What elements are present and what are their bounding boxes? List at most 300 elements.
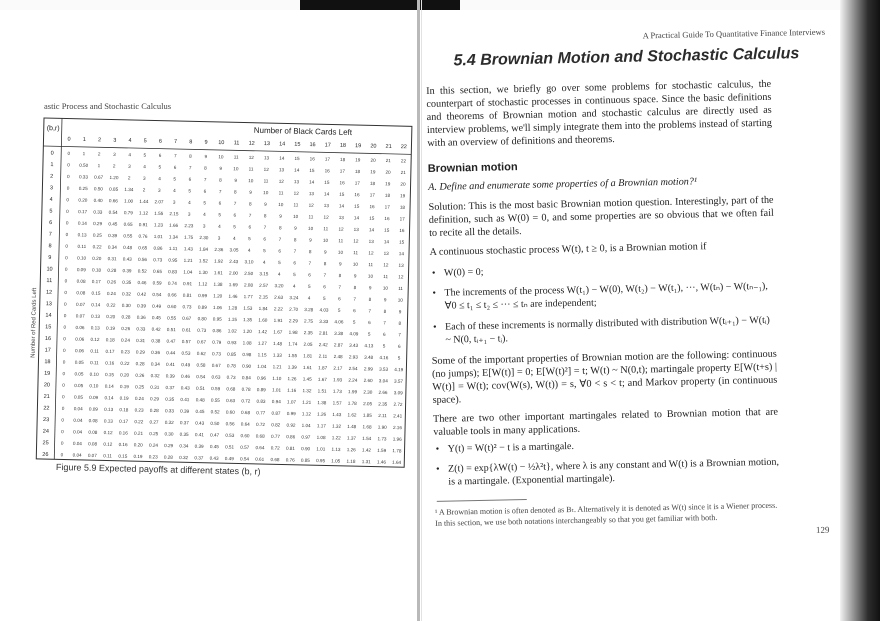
table-cell: 13 <box>278 167 285 173</box>
table-row-axis-label: Number of Red Cards Left <box>30 287 39 358</box>
table-cell: 0.14 <box>104 395 114 401</box>
table-cell: 9 <box>338 261 342 267</box>
table-cell: 2.36 <box>214 247 224 253</box>
table-cell: 4.19 <box>394 367 404 373</box>
table-cell: 16 <box>384 216 390 222</box>
table-cell: 0 <box>64 266 68 272</box>
table-cell: 1.42 <box>362 447 372 453</box>
table-cell: 11 <box>338 238 344 244</box>
column-header-cell: 5 <box>143 138 147 145</box>
table-cell: 0.73 <box>211 351 222 357</box>
table-cell: 9 <box>264 201 267 207</box>
table-cell: 0.39 <box>122 268 132 274</box>
table-cell: 1.07 <box>286 399 297 405</box>
table-cell: 1.43 <box>183 246 193 252</box>
table-cell: 1.10 <box>272 375 282 382</box>
table-cell: 10 <box>248 178 254 184</box>
left-running-header: astic Process and Stochastic Calculus <box>44 101 172 111</box>
table-cell: 1.92 <box>214 258 224 264</box>
table-cell: 8 <box>353 284 357 291</box>
table-cell: 3 <box>187 211 191 217</box>
table-cell: 0.39 <box>165 373 175 379</box>
table-cell: 4 <box>247 247 251 253</box>
table-cell: 10 <box>382 285 389 291</box>
table-cell: 21 <box>385 158 391 164</box>
table-cell: 22 <box>400 158 407 164</box>
table-cell: 6 <box>323 284 326 290</box>
table-cell: 17 <box>399 216 405 222</box>
table-cell: 6 <box>233 212 237 218</box>
row-header-cell: 22 <box>43 405 50 412</box>
table-cell: 0.82 <box>271 422 281 428</box>
table-cell: 3.15 <box>259 271 269 277</box>
table-cell: 0.24 <box>134 395 144 402</box>
table-cell: 0.32 <box>150 373 160 379</box>
table-cell: 0.33 <box>78 174 89 180</box>
definition-bullet-3: • Each of these increments is normally distributed with distribution W(tᵢ₊₁) − W(tᵢ) ~ N(0, tᵢ₊₁ − tᵢ). <box>445 314 777 347</box>
table-cell: 0.90 <box>242 363 252 369</box>
table-cell: 6 <box>338 296 341 302</box>
table-cell: 7 <box>338 284 342 290</box>
table-cell: 0 <box>62 359 66 365</box>
row-header-cell: 25 <box>42 440 49 447</box>
table-cell: 1.31 <box>361 459 371 465</box>
table-cell: 4 <box>203 211 206 217</box>
table-cell: 0 <box>60 452 64 458</box>
table-cell: 0.91 <box>138 222 148 228</box>
table-cell: 1.73 <box>377 436 387 442</box>
column-header-cell: 8 <box>189 139 193 146</box>
table-cell: 3.20 <box>274 283 284 289</box>
column-header-cell: 7 <box>173 138 178 146</box>
table-cell: 0.94 <box>271 399 281 405</box>
table-cell: 0.54 <box>239 456 250 462</box>
table-cell: 4 <box>292 283 296 289</box>
row-header-cell: 13 <box>45 301 52 308</box>
table-cell: 0.93 <box>227 340 237 346</box>
table-cell: 0 <box>65 232 69 238</box>
column-header-cell: 2 <box>97 137 102 144</box>
table-cell: 6 <box>158 152 162 158</box>
table-cell: 9 <box>353 273 357 279</box>
column-header-cell: 3 <box>113 137 117 144</box>
table-cell: 1.54 <box>362 435 372 442</box>
table-cell: 1.67 <box>273 329 283 335</box>
table-cell: 0.61 <box>181 327 192 333</box>
table-cell: 0.19 <box>119 395 129 401</box>
table-cell: 0.08 <box>88 441 98 447</box>
table-cell: 16 <box>339 180 345 186</box>
table-cell: 7 <box>368 308 372 314</box>
table-cell: 0.16 <box>118 441 128 448</box>
table-cell: 0.79 <box>123 210 133 216</box>
column-header-cell: 10 <box>218 139 225 147</box>
table-cell: 10 <box>278 202 284 208</box>
table-cell: 0.66 <box>167 292 177 298</box>
table-cell: 0.90 <box>301 446 311 452</box>
table-cell: 0.05 <box>74 382 84 389</box>
table-cell: 7 <box>323 272 327 278</box>
table-cell: 6 <box>368 320 371 326</box>
table-cell: 4 <box>128 152 132 158</box>
table-cell: 0.28 <box>149 407 159 414</box>
table-cell: 0 <box>66 174 70 180</box>
table-cell: 0.89 <box>256 387 266 393</box>
table-cell: 1.61 <box>213 270 223 276</box>
table-cell: 13 <box>338 215 344 221</box>
table-cell: 8 <box>263 213 267 219</box>
table-cell: 0.09 <box>76 267 86 273</box>
table-cell: 0.29 <box>135 349 145 355</box>
table-cell: 14 <box>368 227 375 233</box>
table-cell: 1.30 <box>198 269 208 276</box>
row-header-cell: 21 <box>43 393 50 401</box>
table-cell: 1.45 <box>302 376 312 382</box>
table-cell: 0.20 <box>120 372 130 378</box>
row-header-cell: 20 <box>43 382 51 389</box>
table-cell: 2 <box>112 163 116 169</box>
table-cell: 0.23 <box>120 349 130 355</box>
row-header-cell: 1 <box>50 162 54 169</box>
table-cell: 1.28 <box>228 305 238 311</box>
table-cell: 0.19 <box>119 383 129 390</box>
table-cell: 1.33 <box>272 352 282 358</box>
table-cell: 11 <box>398 285 404 292</box>
table-cell: 0.76 <box>285 457 295 463</box>
table-cell: 7 <box>173 153 177 159</box>
table-cell: 2.11 <box>318 353 328 359</box>
table-cell: 0.58 <box>196 362 206 368</box>
table-cell: 0.56 <box>137 256 148 263</box>
table-cell: 0.05 <box>73 394 84 400</box>
table-cell: 6 <box>248 224 252 230</box>
table-cell: 0.45 <box>108 221 118 227</box>
table-cell: 0.07 <box>87 452 97 459</box>
table-cell: 0.27 <box>149 419 159 425</box>
table-cell: 16 <box>369 204 375 210</box>
table-cell: 0.14 <box>77 220 87 226</box>
definition-bullet-2: • The increments of the process W(t₁) − W(0), W(t₂) − W(t₁), ···, W(tₙ) − W(tₙ₋₁), ∀0 ≤ t₁ ≤ t₂ ≤ ··· ≤ tₙ are independent; <box>444 280 776 313</box>
table-cell: 0.73 <box>197 327 207 333</box>
table-cell: 0.31 <box>150 384 160 390</box>
table-cell: 0.95 <box>168 257 178 263</box>
table-cell: 0.08 <box>76 278 86 284</box>
definition-lead: A continuous stochastic process W(t), t ≥ 0, is a Brownian motion if <box>429 241 707 258</box>
row-header-cell: 6 <box>49 220 53 227</box>
table-cell: 0 <box>67 162 70 168</box>
column-header-cell: 16 <box>309 142 316 149</box>
table-cell: 0.72 <box>270 445 280 451</box>
table-cell: 3 <box>128 163 131 169</box>
table-cell: 0.48 <box>123 244 133 251</box>
table-cell: 8 <box>204 165 207 171</box>
table-cell: 0.13 <box>103 418 113 424</box>
table-cell: 0.46 <box>137 280 147 286</box>
table-cell: 15 <box>324 179 330 185</box>
table-cell: 9 <box>219 165 223 171</box>
table-cell: 2.17 <box>333 365 343 371</box>
table-cell: 9 <box>204 153 208 160</box>
column-header-cell: 12 <box>248 140 255 147</box>
table-cell: 0.55 <box>167 315 177 321</box>
table-cell: 0 <box>65 243 69 249</box>
table-cell: 3.28 <box>304 307 314 313</box>
table-cell: 15 <box>309 167 315 174</box>
table-cell: 0.22 <box>92 244 102 250</box>
definition-bullet-1: • W(0) = 0; <box>444 260 776 280</box>
table-cell: 9 <box>249 189 252 195</box>
table-cell: 0.04 <box>73 417 83 423</box>
table-cell: 14 <box>398 251 405 257</box>
table-cell: 0.42 <box>151 326 161 332</box>
table-cell: 1.44 <box>139 198 149 205</box>
table-cell: 8 <box>293 237 297 243</box>
table-cell: 1.59 <box>377 447 387 454</box>
table-cell: 7 <box>233 201 237 207</box>
table-cell: 11 <box>353 250 359 256</box>
table-cell: 0.49 <box>181 362 191 368</box>
table-cell: 1.78 <box>392 448 402 454</box>
table-cell: 0.45 <box>151 315 161 321</box>
table-cell: 0.14 <box>104 383 114 389</box>
table-cell: 0.96 <box>257 375 267 381</box>
table-cell: 4.03 <box>319 307 329 313</box>
table-cell: 0.24 <box>120 337 131 343</box>
table-cell: 12 <box>398 274 404 280</box>
table-cell: 6 <box>278 248 282 254</box>
table-cell: 1.16 <box>287 387 297 393</box>
table-cell: 0.83 <box>256 398 266 404</box>
table-cell: 2.42 <box>318 342 328 348</box>
table-cell: 1.12 <box>198 281 208 287</box>
table-cell: 10 <box>293 213 299 220</box>
table-cell: 1.51 <box>317 388 327 394</box>
table-cell: 0.20 <box>78 197 88 203</box>
table-cell: 18 <box>399 204 406 210</box>
table-cell: 0.54 <box>108 209 118 215</box>
table-cell: 0.28 <box>107 267 117 273</box>
table-cell: 4 <box>143 164 146 170</box>
table-cell: 0.59 <box>211 386 221 392</box>
table-cell: 12 <box>368 250 374 256</box>
table-cell: 0.24 <box>148 442 159 448</box>
table-cell: 0.29 <box>150 396 160 402</box>
table-cell: 6 <box>203 188 207 194</box>
column-header-cell: 18 <box>339 142 347 149</box>
table-cell: 0 <box>66 185 70 191</box>
table-cell: 0.20 <box>133 442 143 448</box>
table-cell: 1.85 <box>362 412 372 418</box>
table-cell: 8 <box>189 153 192 159</box>
table-cell: 0.28 <box>135 361 145 367</box>
table-cell: 2.23 <box>184 223 194 229</box>
table-cell: 9 <box>323 249 327 255</box>
table-cell: 2.54 <box>348 365 358 372</box>
table-cell: 0 <box>61 405 65 411</box>
table-cell: 2.08 <box>243 282 253 288</box>
table-cell: 0.04 <box>73 406 83 412</box>
table-cell: 0.37 <box>165 385 175 391</box>
table-cell: 2.16 <box>392 424 402 431</box>
table-cell: 1.38 <box>213 281 223 287</box>
table-cell: 0.49 <box>152 303 162 309</box>
table-cell: 1.26 <box>317 411 327 417</box>
row-header-cell: 5 <box>49 208 53 215</box>
table-cell: 1.77 <box>243 294 253 300</box>
table-cell: 18 <box>340 157 346 163</box>
table-cell: 0.43 <box>122 256 132 262</box>
table-cell: 0.51 <box>166 327 176 333</box>
table-cell: 0.18 <box>92 267 102 273</box>
figure-caption: Figure 5.9 Expected payoffs at different states (b, r) <box>55 462 261 477</box>
row-header-cell: 9 <box>48 254 52 261</box>
table-corner-label: (b,r) <box>46 125 60 133</box>
table-cell: 11 <box>278 190 284 196</box>
table-cell: 3.10 <box>244 259 254 265</box>
table-cell: 1.46 <box>228 293 238 299</box>
right-running-header: A Practical Guide To Quantitative Finance Interviews <box>642 26 826 41</box>
table-cell: 5 <box>322 295 326 301</box>
table-cell: 0.66 <box>108 198 118 204</box>
table-cell: 0.78 <box>241 386 251 392</box>
table-cell: 1.04 <box>183 269 193 275</box>
table-cell: 1.34 <box>124 186 134 193</box>
table-cell: 6 <box>397 343 401 349</box>
table-cell: 15 <box>354 203 360 209</box>
table-cell: 1.38 <box>317 400 327 406</box>
table-cell: 0.37 <box>179 420 189 426</box>
table-cell: 14 <box>294 167 300 173</box>
table-cell: 0.23 <box>134 407 144 413</box>
table-cell: 0.50 <box>93 186 103 192</box>
table-cell: 0.99 <box>286 410 296 417</box>
table-cell: 9 <box>383 297 387 303</box>
scan-top-shadow <box>300 0 460 10</box>
table-cell: 0.68 <box>241 409 251 416</box>
column-header-cell: 9 <box>204 139 208 146</box>
table-cell: 0.48 <box>195 397 205 403</box>
table-cell: 1.26 <box>346 447 356 453</box>
table-cell: 2.22 <box>273 306 283 312</box>
table-cell: 0.18 <box>119 407 129 413</box>
table-cell: 0.65 <box>123 221 133 227</box>
table-cell: 0.28 <box>121 314 131 320</box>
table-cell: 13 <box>308 191 315 197</box>
table-cell: 1.96 <box>392 436 402 442</box>
table-cell: 0.11 <box>77 243 87 250</box>
table-cell: 3 <box>157 187 161 193</box>
table-cell: 0.05 <box>74 371 84 377</box>
table-cell: 0 <box>63 313 67 319</box>
table-cell: 0.81 <box>182 292 192 298</box>
table-cell: 7 <box>383 320 386 326</box>
table-cell: 4 <box>173 188 176 194</box>
table-cell: 1.43 <box>332 412 342 418</box>
table-cell: 0 <box>63 324 67 330</box>
table-cell: 0.07 <box>75 313 85 319</box>
table-cell: 1.93 <box>333 377 343 383</box>
table-cell: 2.70 <box>289 306 299 312</box>
martingale-lead: There are two other important martingales related to Brownian motion that are valuable tools in many applications. <box>432 406 779 438</box>
table-cell: 8 <box>368 296 372 302</box>
table-cell: 0.46 <box>180 373 191 379</box>
table-cell: 0.41 <box>194 432 204 438</box>
table-cell: 4 <box>232 235 236 241</box>
table-cell: 6 <box>218 200 222 206</box>
table-cell: 13 <box>353 226 359 233</box>
table-cell: 8 <box>338 273 342 279</box>
table-cell: 18 <box>384 192 391 198</box>
table-cell: 5 <box>278 260 281 266</box>
table-cell: 3.43 <box>349 342 359 348</box>
table-cell: 0.34 <box>179 443 189 449</box>
table-cell: 1.57 <box>332 400 342 406</box>
table-cell: 1.61 <box>302 364 313 371</box>
table-cell: 0 <box>61 417 65 423</box>
table-cell: 1.84 <box>199 246 209 252</box>
table-cell: 1.64 <box>392 459 402 465</box>
table-cell: 1.22 <box>331 435 341 441</box>
table-cell: 2.30 <box>363 389 373 395</box>
table-cell: 6 <box>308 272 311 278</box>
table-cell: 0.47 <box>166 338 176 344</box>
table-cell: 0.65 <box>138 245 148 251</box>
table-cell: 9 <box>294 225 297 231</box>
table-cell: 0.25 <box>78 185 88 192</box>
table-cell: 1.52 <box>198 258 208 264</box>
table-cell: 20 <box>370 157 376 163</box>
table-cell: 0.29 <box>93 221 103 227</box>
table-cell: 0.17 <box>78 209 88 215</box>
table-cell: 2.48 <box>333 354 343 360</box>
table-cell: 8 <box>234 189 237 195</box>
table-cell: 0.38 <box>151 338 161 344</box>
table-cell: 1.08 <box>316 434 326 441</box>
table-cell: 13 <box>368 238 374 245</box>
table-cell: 6 <box>383 331 386 338</box>
table-cell: 1.17 <box>316 423 326 429</box>
table-cell: 3.38 <box>334 330 344 337</box>
book-spine <box>417 0 420 621</box>
table-cell: 1.18 <box>346 458 356 464</box>
table-cell: 0 <box>66 197 70 203</box>
table-cell: 1.32 <box>302 388 312 394</box>
table-cell: 0.11 <box>103 453 113 459</box>
table-cell: 17 <box>324 156 331 162</box>
table-cell: 12 <box>278 178 284 184</box>
table-cell: 0.50 <box>210 420 220 427</box>
table-cell: 0.11 <box>90 348 100 354</box>
table-cell: 0 <box>66 208 69 214</box>
table-cell: 8 <box>278 225 282 231</box>
table-cell: 1.05 <box>331 458 341 464</box>
table-cell: 18 <box>354 168 361 175</box>
table-cell: 1.20 <box>109 175 119 181</box>
row-header-cell: 24 <box>42 428 50 435</box>
table-cell: 4 <box>277 271 281 277</box>
table-cell: 1.39 <box>287 364 297 370</box>
row-header-cell: 18 <box>44 359 51 366</box>
table-cell: 0.16 <box>118 430 128 436</box>
table-cell: 1.26 <box>287 376 297 382</box>
payoff-table-figure <box>30 118 412 467</box>
table-cell: 1.67 <box>317 376 327 383</box>
table-cell: 3.24 <box>289 295 299 301</box>
table-cell: 0.05 <box>74 359 84 365</box>
table-cell: 1.13 <box>331 446 341 453</box>
table-cell: 1.55 <box>288 352 298 359</box>
row-header-cell: 2 <box>50 173 54 180</box>
